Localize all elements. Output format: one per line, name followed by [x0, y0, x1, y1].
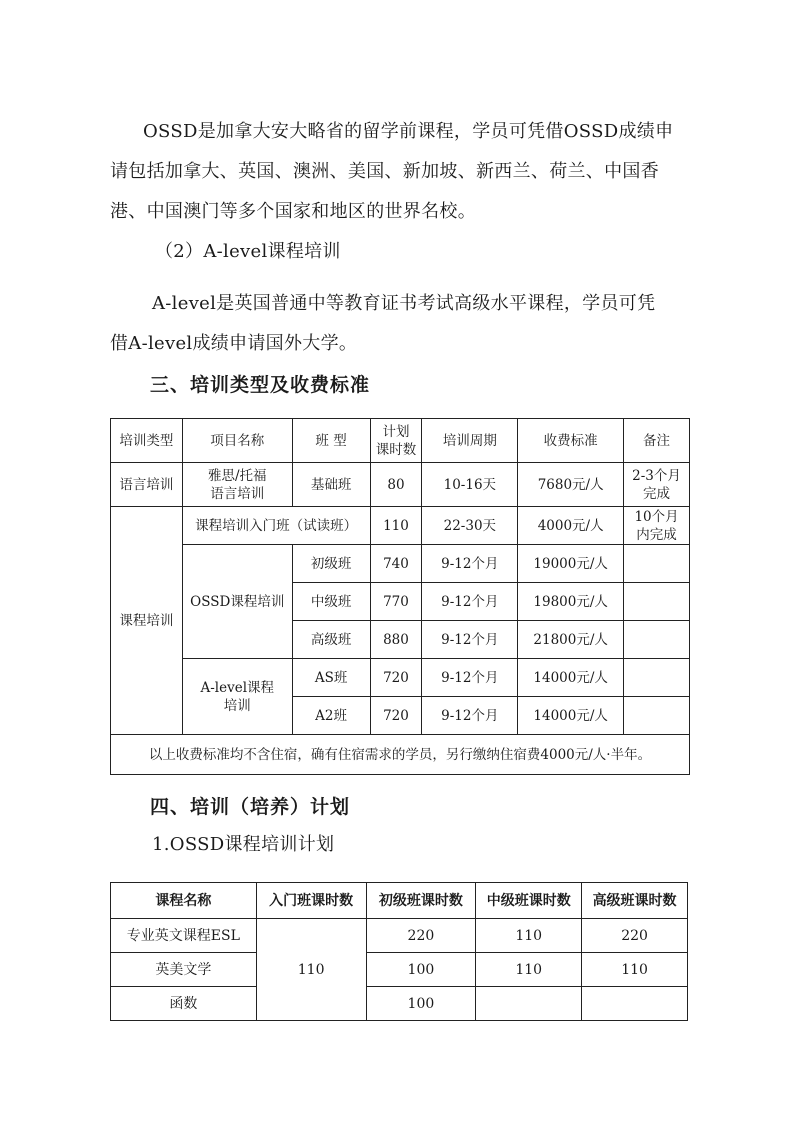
table-cell: 英美文学 [111, 953, 257, 987]
ossd-intro-line-1: OSSD是加拿大安大略省的留学前课程，学员可凭借OSSD成绩申 [143, 121, 674, 142]
header-cell: 培训类型 [111, 419, 183, 463]
table-cell [624, 583, 690, 621]
table-cell: 2-3个月 完成 [624, 463, 690, 507]
table-cell: 110 [476, 919, 582, 953]
header-cell: 初级班课时数 [366, 883, 476, 919]
alevel-subheading: （2）A-level课程培训 [155, 241, 341, 262]
table-cell: 语言培训 [111, 463, 183, 507]
header-cell: 高级班课时数 [582, 883, 688, 919]
table-cell: 880 [370, 621, 422, 659]
header-cell: 入门班课时数 [256, 883, 366, 919]
table-cell: 19000元/人 [518, 545, 624, 583]
header-cell: 项目名称 [182, 419, 292, 463]
ossd-plan-table [110, 882, 688, 1021]
table-cell: AS班 [292, 659, 370, 697]
header-cell: 课程名称 [111, 883, 257, 919]
table-row [111, 659, 690, 697]
ossd-intro-line-2: 请包括加拿大、英国、澳洲、美国、新加坡、新西兰、荷兰、中国香 [110, 161, 659, 182]
table-cell [624, 697, 690, 735]
table-row [111, 463, 690, 507]
table-cell: 10个月 内完成 [624, 507, 690, 545]
table-cell: 9-12个月 [422, 545, 518, 583]
table-cell [476, 987, 582, 1021]
plan-table-header [111, 883, 688, 919]
header-cell: 备注 [624, 419, 690, 463]
table-cell: 220 [366, 919, 476, 953]
table-cell: 720 [370, 697, 422, 735]
table-cell: 基础班 [292, 463, 370, 507]
table-cell: 220 [582, 919, 688, 953]
table-cell [624, 621, 690, 659]
table-cell: 函数 [111, 987, 257, 1021]
alevel-intro-line-2: 借A-level成绩申请国外大学。 [110, 333, 358, 354]
table-cell: 19800元/人 [518, 583, 624, 621]
table-cell: 9-12个月 [422, 621, 518, 659]
header-cell: 收费标准 [518, 419, 624, 463]
table-cell: A-level课程 培训 [182, 659, 292, 735]
table-cell: 课程培训入门班（试读班） [182, 507, 370, 545]
table-cell [624, 659, 690, 697]
table-cell: 720 [370, 659, 422, 697]
table-cell: 14000元/人 [518, 659, 624, 697]
table-cell: 100 [366, 953, 476, 987]
table-row [111, 987, 688, 1021]
table-cell: 高级班 [292, 621, 370, 659]
section3-title: 三、培训类型及收费标准 [150, 374, 371, 396]
table-row [111, 507, 690, 545]
fee-table-note-row [111, 735, 690, 775]
table-cell: 110 [582, 953, 688, 987]
table-cell: 740 [370, 545, 422, 583]
table-cell: 14000元/人 [518, 697, 624, 735]
table-cell: 110 [256, 919, 366, 1021]
table-cell: 7680元/人 [518, 463, 624, 507]
table-cell: A2班 [292, 697, 370, 735]
table-cell: 100 [366, 987, 476, 1021]
table-cell [582, 987, 688, 1021]
table-cell: 80 [370, 463, 422, 507]
table-cell: 4000元/人 [518, 507, 624, 545]
table-cell: 雅思/托福 语言培训 [182, 463, 292, 507]
header-cell: 中级班课时数 [476, 883, 582, 919]
fee-table [110, 418, 690, 775]
table-cell: 初级班 [292, 545, 370, 583]
header-cell: 培训周期 [422, 419, 518, 463]
fee-table-header [111, 419, 690, 463]
header-cell: 班 型 [292, 419, 370, 463]
table-cell: OSSD课程培训 [182, 545, 292, 659]
table-cell: 770 [370, 583, 422, 621]
table-row [111, 545, 690, 583]
ossd-plan-heading: 1.OSSD课程培训计划 [152, 834, 335, 855]
table-cell: 9-12个月 [422, 697, 518, 735]
ossd-intro-line-3: 港、中国澳门等多个国家和地区的世界名校。 [110, 201, 476, 222]
table-row [111, 919, 688, 953]
table-cell: 10-16天 [422, 463, 518, 507]
table-cell: 110 [476, 953, 582, 987]
alevel-intro-line-1: A-level是英国普通中等教育证书考试高级水平课程，学员可凭 [152, 293, 656, 314]
table-cell: 21800元/人 [518, 621, 624, 659]
table-cell: 9-12个月 [422, 659, 518, 697]
table-cell: 9-12个月 [422, 583, 518, 621]
header-cell: 计划 课时数 [370, 419, 422, 463]
fee-table-note: 以上收费标准均不含住宿，确有住宿需求的学员，另行缴纳住宿费4000元/人·半年。 [111, 735, 690, 775]
table-cell [624, 545, 690, 583]
table-cell: 22-30天 [422, 507, 518, 545]
section4-title: 四、培训（培养）计划 [150, 796, 351, 818]
table-cell: 专业英文课程ESL [111, 919, 257, 953]
table-row [111, 953, 688, 987]
table-cell: 中级班 [292, 583, 370, 621]
table-cell: 110 [370, 507, 422, 545]
table-cell: 课程培训 [111, 507, 183, 735]
